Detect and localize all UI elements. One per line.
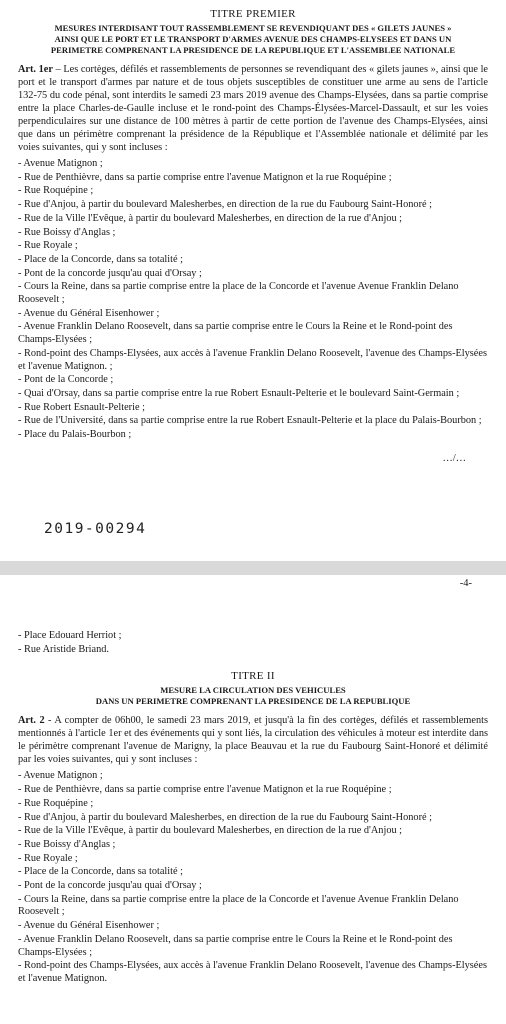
list-item: - Rue de Penthièvre, dans sa partie comprise entre l'avenue Matignon et la rue Roquépine ;: [18, 171, 392, 183]
article-2-label: Art. 2: [18, 715, 45, 727]
heading-line: MESURES INTERDISANT TOUT RASSEMBLEMENT SE REVENDIQUANT DES « GILETS JAUNES »: [54, 23, 452, 33]
article-2-street-list: [18, 770, 488, 985]
list-item: - Place Edouard Herriot ;: [18, 630, 122, 641]
list-item: - Avenue Matignon ;: [18, 770, 103, 782]
list-item: - Rond-point des Champs-Elysées, aux accès à l'avenue Franklin Delano Roosevelt, l'avenue des Champs-Elysées et l'avenue Matignon. ;: [18, 347, 487, 372]
continuation-mark: …/…: [442, 452, 466, 464]
article-1-paragraph: [18, 63, 488, 154]
article-1-text: – Les cortèges, défilés et rassemblements de personnes se revendiquant des « gilets jaunes », ainsi que le port et le transport d'armes par nature et de tous objets susceptibles de constituer une arme au sens de l'article 132-75 du code pénal, sont interdits le samedi 23 mars 2019 avenue des Champs-Elysées, dans sa partie comprise entre la place Charles-de-Gaulle incluse et le rond-point des Champs-Élysées-Marcel-Dassault, et sur les voies perpendiculaires sur une distance de 100 mètres à partir de cette portion de l'avenue des Champs-Elysées, ainsi que dans un périmètre comprenant la présidence de la République et l'Assemblée nationale et délimité par les voies suivantes, qui y sont incluses :: [18, 64, 489, 153]
list-item: - Place de la Concorde, dans sa totalité ;: [18, 866, 183, 878]
list-item: - Rue d'Anjou, à partir du boulevard Malesherbes, en direction de la rue du Faubourg Saint-Honoré ;: [18, 811, 433, 823]
titre-ii-heading: [18, 685, 488, 707]
list-item: - Rue de la Ville l'Evêque, à partir du boulevard Malesherbes, en direction de la rue d'Anjou ;: [18, 212, 403, 224]
list-item: - Rue Boissy d'Anglas ;: [18, 226, 116, 238]
list-item: - Avenue Franklin Delano Roosevelt, dans sa partie comprise entre le Cours la Reine et le Rond-point des Champs-Elysées ;: [18, 321, 453, 346]
list-item: - Pont de la Concorde ;: [18, 374, 114, 386]
page-separator: [0, 561, 506, 575]
list-item: - Rue d'Anjou, à partir du boulevard Malesherbes, en direction de la rue du Faubourg Saint-Honoré ;: [18, 199, 433, 211]
list-item: - Rue Boissy d'Anglas ;: [18, 838, 116, 850]
list-item: - Rue Roquépine ;: [18, 185, 94, 197]
list-item: - Avenue Matignon ;: [18, 158, 103, 169]
article-2-paragraph: [18, 714, 488, 766]
page-2-content: [18, 630, 488, 987]
list-item: - Avenue du Général Eisenhower ;: [18, 307, 160, 319]
heading-line: MESURE LA CIRCULATION DES VEHICULES: [160, 685, 346, 696]
list-item: - Rue Robert Esnault-Pelterie ;: [18, 401, 145, 413]
list-item: - Rond-point des Champs-Elysées, aux accès à l'avenue Franklin Delano Roosevelt, l'avenue des Champs-Elysées et l'avenue Matignon.: [18, 960, 487, 984]
list-item: - Pont de la concorde jusqu'au quai d'Orsay ;: [18, 267, 202, 279]
list-item: - Quai d'Orsay, dans sa partie comprise entre la rue Robert Esnault-Pelterie et le boulevard Saint-Germain ;: [18, 387, 460, 399]
list-item: - Avenue Franklin Delano Roosevelt, dans sa partie comprise entre le Cours la Reine et le Rond-point des Champs-Elysées ;: [18, 933, 453, 958]
article-1-street-list: [18, 158, 488, 442]
heading-line: PERIMETRE COMPRENANT LA PRESIDENCE DE LA REPUBLIQUE ET L'ASSEMBLEE NATIONALE: [50, 45, 456, 55]
carried-over-street-list: [18, 630, 488, 656]
list-item: - Place de la Concorde, dans sa totalité ;: [18, 253, 183, 265]
document-page-2: [0, 575, 506, 1024]
heading-line: AINSI QUE LE PORT ET LE TRANSPORT D'ARMES AVENUE DES CHAMPS-ELYSEES ET DANS UN: [54, 34, 452, 44]
heading-line: DANS UN PERIMETRE COMPRENANT LA PRESIDENCE DE LA REPUBLIQUE: [95, 696, 411, 707]
page-number: -4-: [459, 578, 472, 589]
titre-premier-heading: [18, 23, 488, 56]
titre-premier: TITRE PREMIER: [210, 8, 296, 20]
list-item: - Avenue du Général Eisenhower ;: [18, 920, 160, 932]
list-item: - Rue de l'Université, dans sa partie comprise entre la rue Robert Esnault-Pelterie et la place du Palais-Bourbon ;: [18, 415, 482, 427]
list-item: - Pont de la concorde jusqu'au quai d'Orsay ;: [18, 880, 202, 892]
list-item: - Cours la Reine, dans sa partie comprise entre la place de la Concorde et l'avenue Avenue Franklin Delano Roosevelt ;: [18, 893, 459, 918]
list-item: - Rue Royale ;: [18, 852, 78, 864]
titre-ii: TITRE II: [231, 670, 275, 683]
list-item: - Rue de Penthièvre, dans sa partie comprise entre l'avenue Matignon et la rue Roquépine ;: [18, 784, 392, 796]
list-item: - Cours la Reine, dans sa partie comprise entre la place de la Concorde et l'avenue Avenue Franklin Delano Roosevelt ;: [18, 281, 459, 306]
document-number-stamp: 2019-00294: [44, 521, 147, 537]
list-item: - Rue Aristide Briand.: [18, 643, 109, 655]
list-item: - Rue de la Ville l'Evêque, à partir du boulevard Malesherbes, en direction de la rue d'Anjou ;: [18, 825, 403, 837]
article-2-text: - A compter de 06h00, le samedi 23 mars 2019, et jusqu'à la fin des cortèges, défilés et rassemblements mentionnés à l'article 1er et des événements qui y sont liés, la circulation des véhicules à moteur est interdite dans le périmètre comprenant l'avenue de Marigny, la place Beauvau et la rue du Faubourg Saint-Honoré et délimité par les voies suivantes, qui y sont incluses :: [18, 715, 488, 766]
list-item: - Place du Palais-Bourbon ;: [18, 429, 132, 441]
list-item: - Rue Roquépine ;: [18, 797, 94, 809]
page-1-content: [18, 8, 488, 465]
article-1-label: Art. 1er: [18, 64, 53, 75]
list-item: - Rue Royale ;: [18, 240, 78, 252]
